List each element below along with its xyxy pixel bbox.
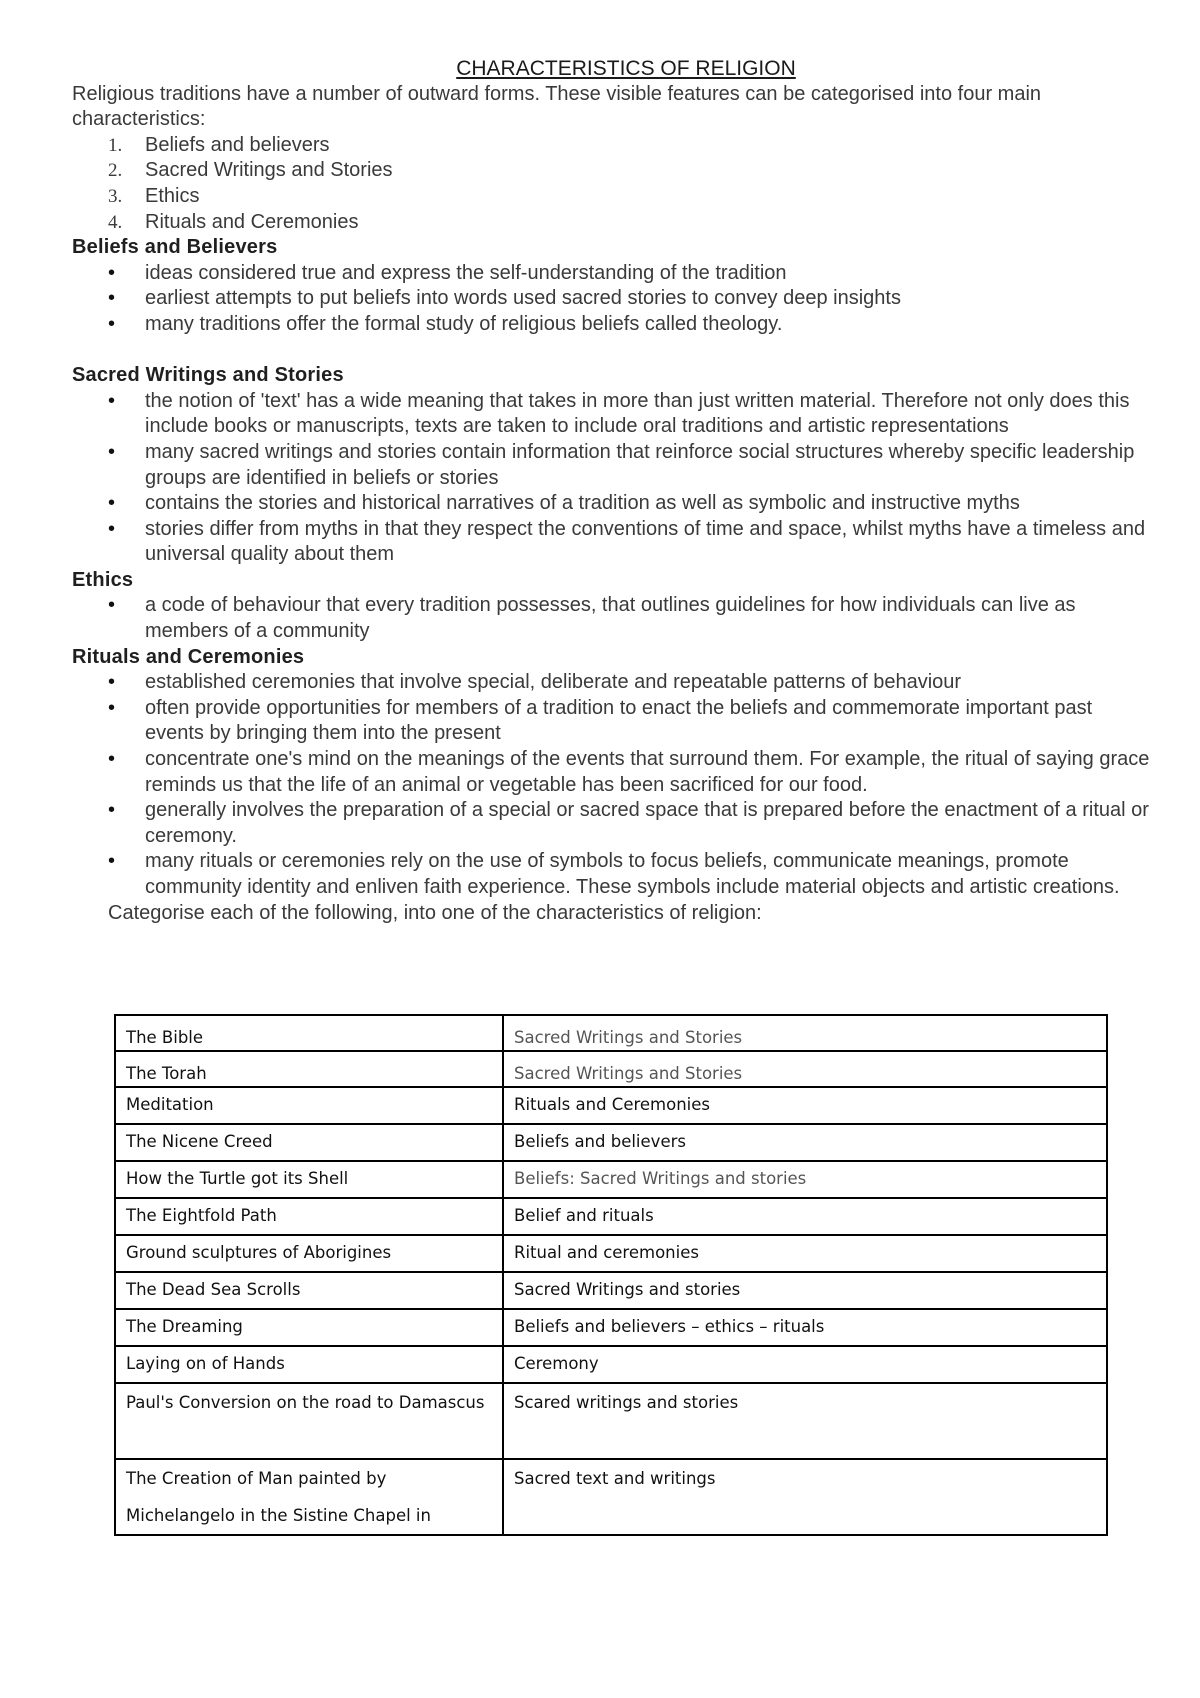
- item-cell: Meditation: [115, 1087, 503, 1124]
- bullet-icon: •: [108, 671, 116, 694]
- bullet-text: stories differ from myths in that they respect the conventions of time and space, whilst myths have a timeless and universal quality about them: [145, 517, 1146, 566]
- list-item-text: Rituals and Ceremonies: [145, 210, 359, 233]
- bullet-icon: •: [108, 492, 116, 515]
- answer-cell: Sacred Writings and Stories: [503, 1051, 1107, 1087]
- table-row: [115, 1161, 1107, 1198]
- answer-cell: Beliefs: Sacred Writings and stories: [503, 1161, 1107, 1198]
- table-row: [115, 1015, 1107, 1051]
- document-page: [72, 56, 1150, 926]
- list-number: 4.: [108, 211, 123, 233]
- bullet-icon: •: [108, 850, 116, 873]
- table-row: [115, 1309, 1107, 1346]
- bullet-item: [72, 440, 1150, 491]
- bullet-icon: •: [108, 287, 116, 310]
- table-row: [115, 1051, 1107, 1087]
- bullet-icon: •: [108, 261, 116, 284]
- list-item-text: Ethics: [145, 184, 200, 207]
- bullet-text: many sacred writings and stories contain information that reinforce social structures whereby specific leadership groups are identified in beliefs or stories: [145, 440, 1135, 489]
- sacred-writings-bullet-list: [72, 389, 1150, 568]
- section-heading-ethics: Ethics: [72, 568, 134, 591]
- item-cell: The Dreaming: [115, 1309, 503, 1346]
- bullet-text: generally involves the preparation of a special or sacred space that is prepared before the enactment of a ritual or ceremony.: [145, 799, 1149, 847]
- item-cell: How the Turtle got its Shell: [115, 1161, 503, 1198]
- table-row: [115, 1459, 1107, 1535]
- item-cell: The Dead Sea Scrolls: [115, 1272, 503, 1309]
- table-row: [115, 1346, 1107, 1383]
- blank-line: [72, 338, 1150, 364]
- list-item: [72, 133, 1150, 159]
- answer-cell: Scared writings and stories: [503, 1383, 1107, 1459]
- bullet-icon: •: [108, 696, 116, 719]
- rituals-bullet-list: [72, 670, 1150, 900]
- answer-cell: Rituals and Ceremonies: [503, 1087, 1107, 1124]
- page-title: CHARACTERISTICS OF RELIGION: [456, 57, 796, 80]
- item-cell: Paul's Conversion on the road to Damascus: [115, 1383, 503, 1459]
- instruction-text: Categorise each of the following, into one of the characteristics of religion:: [108, 901, 762, 924]
- answer-cell: Sacred text and writings: [503, 1459, 1107, 1535]
- list-number: 2.: [108, 160, 123, 182]
- bullet-icon: •: [108, 748, 116, 771]
- list-item: [72, 158, 1150, 184]
- section-heading-sacred-writings: Sacred Writings and Stories: [72, 364, 344, 387]
- table-row: [115, 1087, 1107, 1124]
- item-cell: The Eightfold Path: [115, 1198, 503, 1235]
- table-row: [115, 1124, 1107, 1161]
- bullet-text: contains the stories and historical narratives of a tradition as well as symbolic and instructive myths: [145, 492, 1020, 515]
- bullet-item: [72, 261, 1150, 287]
- bullet-icon: •: [108, 799, 116, 822]
- categorise-table: [114, 1014, 1108, 1536]
- bullet-item: [72, 670, 1150, 696]
- bullet-icon: •: [108, 517, 116, 540]
- section-heading-rituals: Rituals and Ceremonies: [72, 645, 305, 668]
- table-row: [115, 1198, 1107, 1235]
- bullet-item: [72, 747, 1150, 798]
- answer-cell: Beliefs and believers – ethics – rituals: [503, 1309, 1107, 1346]
- item-cell: The Creation of Man painted by Michelangelo in the Sistine Chapel in: [115, 1459, 503, 1535]
- item-cell: The Nicene Creed: [115, 1124, 503, 1161]
- intro-paragraph: Religious traditions have a number of outward forms. These visible features can be categorised into four main characteristics:: [72, 82, 1042, 131]
- item-cell: The Bible: [115, 1015, 503, 1051]
- bullet-text: many traditions offer the formal study of religious beliefs called theology.: [145, 312, 783, 335]
- bullet-item: [72, 312, 1150, 338]
- bullet-icon: •: [108, 312, 116, 335]
- characteristics-list: [72, 133, 1150, 235]
- bullet-text: earliest attempts to put beliefs into words used sacred stories to convey deep insights: [145, 287, 901, 310]
- list-number: 1.: [108, 134, 123, 156]
- section-heading-beliefs: Beliefs and Believers: [72, 236, 278, 259]
- list-item: [72, 210, 1150, 236]
- bullet-item: [72, 491, 1150, 517]
- table-row: [115, 1383, 1107, 1459]
- bullet-text: ideas considered true and express the self-understanding of the tradition: [145, 261, 787, 284]
- bullet-icon: •: [108, 389, 116, 412]
- answer-cell: Ceremony: [503, 1346, 1107, 1383]
- answer-cell: Sacred Writings and Stories: [503, 1015, 1107, 1051]
- bullet-text: many rituals or ceremonies rely on the use of symbols to focus beliefs, communicate meanings, promote community identity and enliven faith experience. These symbols include material objects and artistic creations.: [145, 850, 1120, 898]
- ethics-bullet-list: [72, 593, 1150, 644]
- answer-cell: Beliefs and believers: [503, 1124, 1107, 1161]
- bullet-text: often provide opportunities for members of a tradition to enact the beliefs and commemorate important past events by bringing them into the present: [145, 696, 1093, 745]
- bullet-item: [72, 849, 1150, 900]
- answer-cell: Sacred Writings and stories: [503, 1272, 1107, 1309]
- item-cell: Laying on of Hands: [115, 1346, 503, 1383]
- list-item: [72, 184, 1150, 210]
- item-cell: The Torah: [115, 1051, 503, 1087]
- bullet-item: [72, 286, 1150, 312]
- bullet-item: [72, 517, 1150, 568]
- bullet-text: a code of behaviour that every tradition possesses, that outlines guidelines for how individuals can live as members of a community: [145, 594, 1076, 643]
- bullet-item: [72, 593, 1150, 644]
- bullet-icon: •: [108, 594, 116, 617]
- table-row: [115, 1235, 1107, 1272]
- bullet-text: established ceremonies that involve special, deliberate and repeatable patterns of behaviour: [145, 671, 962, 694]
- list-item-text: Sacred Writings and Stories: [145, 159, 393, 182]
- answer-cell: Belief and rituals: [503, 1198, 1107, 1235]
- bullet-icon: •: [108, 440, 116, 463]
- item-cell: Ground sculptures of Aborigines: [115, 1235, 503, 1272]
- bullet-item: [72, 696, 1150, 747]
- bullet-item: [72, 798, 1150, 849]
- answer-cell: Ritual and ceremonies: [503, 1235, 1107, 1272]
- table-row: [115, 1272, 1107, 1309]
- bullet-text: concentrate one's mind on the meanings of the events that surround them. For example, the ritual of saying grace reminds us that the life of an animal or vegetable has been sacrificed for our food.: [145, 748, 1150, 796]
- bullet-item: [72, 389, 1150, 440]
- list-number: 3.: [108, 185, 123, 207]
- beliefs-bullet-list: [72, 261, 1150, 338]
- bullet-text: the notion of 'text' has a wide meaning that takes in more than just written material. Therefore not only does this include books or manuscripts, texts are taken to include oral traditions and artistic representations: [145, 389, 1130, 438]
- list-item-text: Beliefs and believers: [145, 133, 330, 156]
